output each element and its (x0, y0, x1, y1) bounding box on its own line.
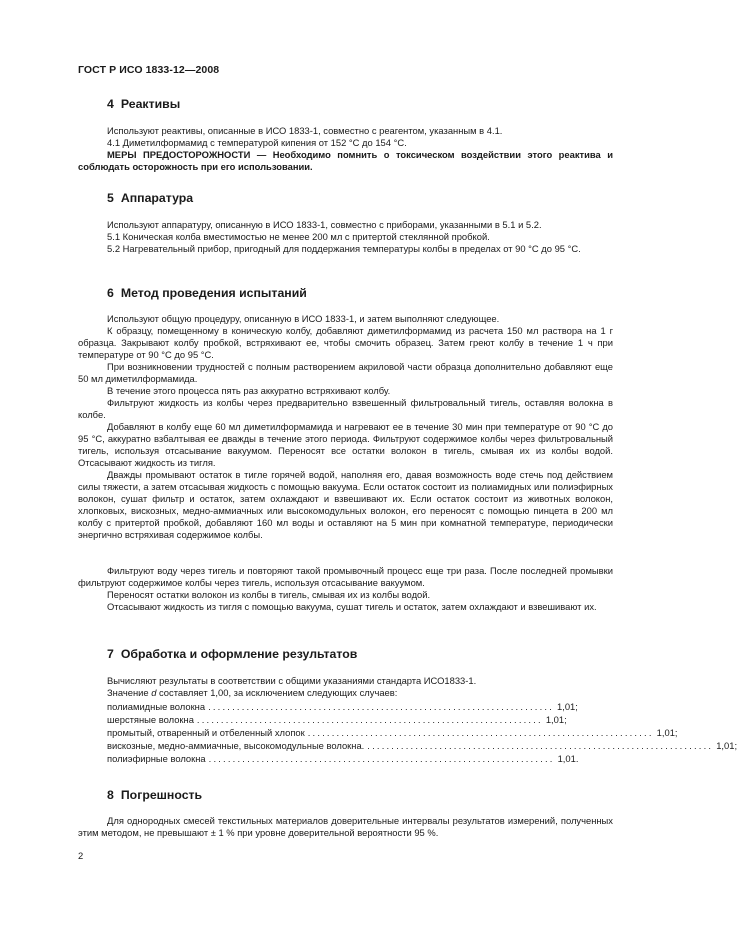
paragraph: Отсасывают жидкость из тигля с помощью вакуума, сушат тигель и остаток, затем охлаждают и взвешивают их. (107, 601, 597, 612)
section-title: Реактивы (120, 97, 181, 111)
paragraph: 4.1 Диметилформамид с температурой кипения от 152 °С до 154 °С. (107, 137, 407, 148)
fiber-label: полиамидные волокна (107, 701, 206, 712)
paragraph: В течение этого процесса пять раз аккуратно встряхивают колбу. (107, 385, 391, 396)
paragraph: Используют реактивы, описанные в ИСО 1833-1, совместно с реагентом, указанным в 4.1. (107, 125, 503, 136)
paragraph: Переносят остатки волокон из колбы в тигель, смывая их из колбы водой. (107, 589, 431, 600)
paragraph: Вычисляют результаты в соответствии с общими указаниями стандарта ИСО1833-1. (107, 675, 477, 686)
dot-leader: ........................................................................ (208, 701, 554, 712)
factor-value: 1,01; (656, 727, 678, 739)
dot-leader: ........................................................................ (307, 727, 654, 739)
paragraph: Для однородных смесей текстильных материалов доверительные интервалы результатов измерений, полученных этим методом, не превышают ± 1 % при уровне доверительной вероятности 95 %. (78, 815, 613, 839)
list-item (107, 700, 578, 713)
list-item (107, 713, 567, 726)
section-4-heading (107, 97, 180, 111)
list-item (107, 726, 678, 739)
warning-paragraph: МЕРЫ ПРЕДОСТОРОЖНОСТИ — Необходимо помнить о токсическом воздействии этого реактива и соблюдать осторожность при его использовании. (78, 149, 613, 173)
document-header: ГОСТ Р ИСО 1833-12—2008 (78, 64, 220, 76)
section-number: 6 (107, 286, 114, 300)
list-item (107, 752, 579, 765)
section-title: Аппаратура (120, 191, 194, 205)
fiber-label: вискозные, медно-аммиачные, высокомодульные волокна. (107, 740, 365, 752)
factor-value: 1,01; (557, 701, 578, 712)
page-number: 2 (78, 850, 84, 861)
dot-leader: ........................................................................ (196, 714, 543, 726)
text-prefix: Значение (107, 687, 152, 698)
paragraph: Используют аппаратуру, описанную в ИСО 1833-1, совместно с приборами, указанными в 5.1 и 5.2. (107, 219, 542, 230)
paragraph: Добавляют в колбу еще 60 мл диметилформамида и нагревают ее в течение 30 мин при температуре от 90 °С до 95 °С, аккуратно взбалтывая ее дважды в течение этого периода. Фильтруют содержимое колбы через фильтровальный тигель, используя отсасывание вакуумом. Переносят все остатки волокон в тигель, смывая их из колбы водой. Отсасывают жидкость из тигля. (78, 421, 613, 469)
paragraph: Используют общую процедуру, описанную в ИСО 1833-1, и затем выполняют следующее. (107, 313, 500, 324)
section-number: 7 (107, 647, 114, 661)
fiber-label: полиэфирные волокна (107, 753, 206, 765)
paragraph: Фильтруют воду через тигель и повторяют такой промывочный процесс еще три раза. После последней промывки фильтруют содержимое колбы через тигель, используя отсасывание вакуумом. (78, 565, 613, 589)
paragraph: К образцу, помещенному в коническую колбу, добавляют диметилформамид из расчета 150 мл раствора на 1 г образца. Закрывают колбу пробкой, встряхивают ее, чтобы смочить образец. Затем греют колбу в течение 1 ч при температуре от 90 °С до 95 °С. (78, 325, 613, 361)
paragraph (78, 687, 613, 699)
section-title: Обработка и оформление результатов (120, 647, 358, 661)
factor-value: 1,01; (545, 714, 567, 726)
section-8-heading (107, 788, 202, 802)
factor-value: 1,01. (557, 753, 579, 765)
section-7-heading (107, 647, 357, 661)
paragraph: Фильтруют жидкость из колбы через предварительно взвешенный фильтровальный тигель, оставляя волокна в колбе. (78, 397, 613, 421)
dot-leader: ........................................................................ (367, 740, 714, 752)
section-number: 5 (107, 191, 114, 205)
paragraph: 5.1 Коническая колба вместимостью не менее 200 мл с притертой стеклянной пробкой. (107, 231, 490, 242)
section-number: 8 (107, 788, 114, 802)
section-5-heading (107, 191, 193, 205)
text-suffix: составляет 1,00, за исключением следующих случаев: (156, 687, 398, 698)
fiber-label: промытый, отваренный и отбеленный хлопок (107, 727, 305, 739)
list-item (107, 739, 737, 752)
fiber-label: шерстяные волокна (107, 714, 194, 726)
section-6-heading (107, 286, 307, 300)
dot-leader: ........................................................................ (208, 753, 555, 765)
paragraph: Дважды промывают остаток в тигле горячей водой, наполняя его, давая возможность воде стечь под действием силы тяжести, а затем отсасывая жидкость с помощью вакуума. Если остаток состоит из полиамидных или полиэфирных волокон, сушат фильтр и остаток, затем охлаждают и взвешивают их. Если остаток состоит из животных волокон, хлопковых, вискозных, медно-аммиачных или высокомодульных волокон, его переносят с помощью пинцета в 200 мл колбу с притертой пробкой, добавляют 160 мл воды и оставляют на 5 мин при комнатной температуре, периодически энергично встряхивая содержимое колбы. (78, 469, 613, 541)
factor-value: 1,01; (716, 740, 737, 752)
paragraph: При возникновении трудностей с полным растворением акриловой части образца дополнительно добавляют еще 50 мл диметилформамида. (78, 361, 613, 385)
section-title: Погрешность (120, 788, 203, 802)
correction-factor-list (107, 700, 737, 765)
paragraph: 5.2 Нагревательный прибор, пригодный для поддержания температуры колбы в пределах от 90 °С до 95 °С. (107, 243, 581, 254)
section-title: Метод проведения испытаний (120, 286, 307, 300)
variable-d: d (151, 687, 157, 698)
section-number: 4 (107, 97, 114, 111)
